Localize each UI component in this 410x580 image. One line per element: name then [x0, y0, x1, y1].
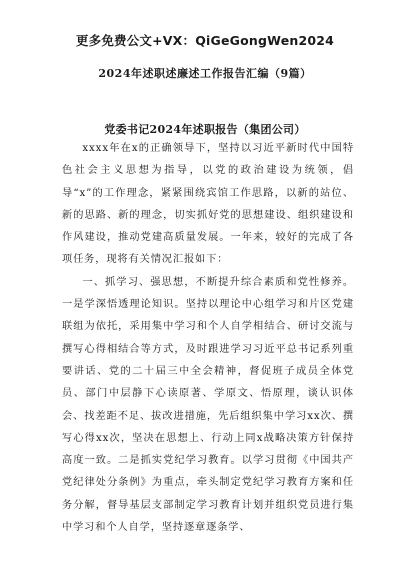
body-paragraph: 一、抓学习、强思想，不断提升综合素质和党性修养。一是学深悟透理论知识。坚持以理论中心组学习和片区党建联组为依托，采用集中学习和个人自学相结合、研讨交流与撰写心得相结合等方式，及时跟进学习习近平总书记系列重要讲话、党的二十届三中全会精神，督促班子成员全体党员、部门中层静下心读原著、学原文、悟原理，谈认识体会、找差距不足、拔改进措施，先后组织集中学习xx次、撰写心得xx次，坚决在思想上、行动上同x战略决策方针保持高度一致。二是抓实党纪学习教育。以学习贯彻《中国共产党纪律处分条例》为重点，牵头制定党纪学习教育方案和任务分解，督导基层支部制定学习教育计划并组织党员进行集中学习和个人自学，坚持逐章逐条学、 [62, 276, 354, 534]
document-title: 2024年述职述廉述工作报告汇编（9篇） [98, 67, 312, 80]
section-title: 党委书记2024年述职报告（集团公司） [104, 123, 306, 136]
document-body [62, 138, 354, 539]
body-paragraph: xxxx年在x的正确领导下，坚持以习近平新时代中国特色社会主义思想为指导，以党的政治建设为统领，倡导“x”的工作理念，紧紧围绕宾馆工作思路，以新的站位、新的思路、新的理念，切实抓好党的思想建设、组织建设和作风建设，推动党建高质量发展。一年来，较好的完成了各项任务，现将有关情况汇报如下： [62, 143, 354, 266]
watermark-header: 更多免费公文+VX：QiGeGongWen2024 [75, 33, 335, 48]
